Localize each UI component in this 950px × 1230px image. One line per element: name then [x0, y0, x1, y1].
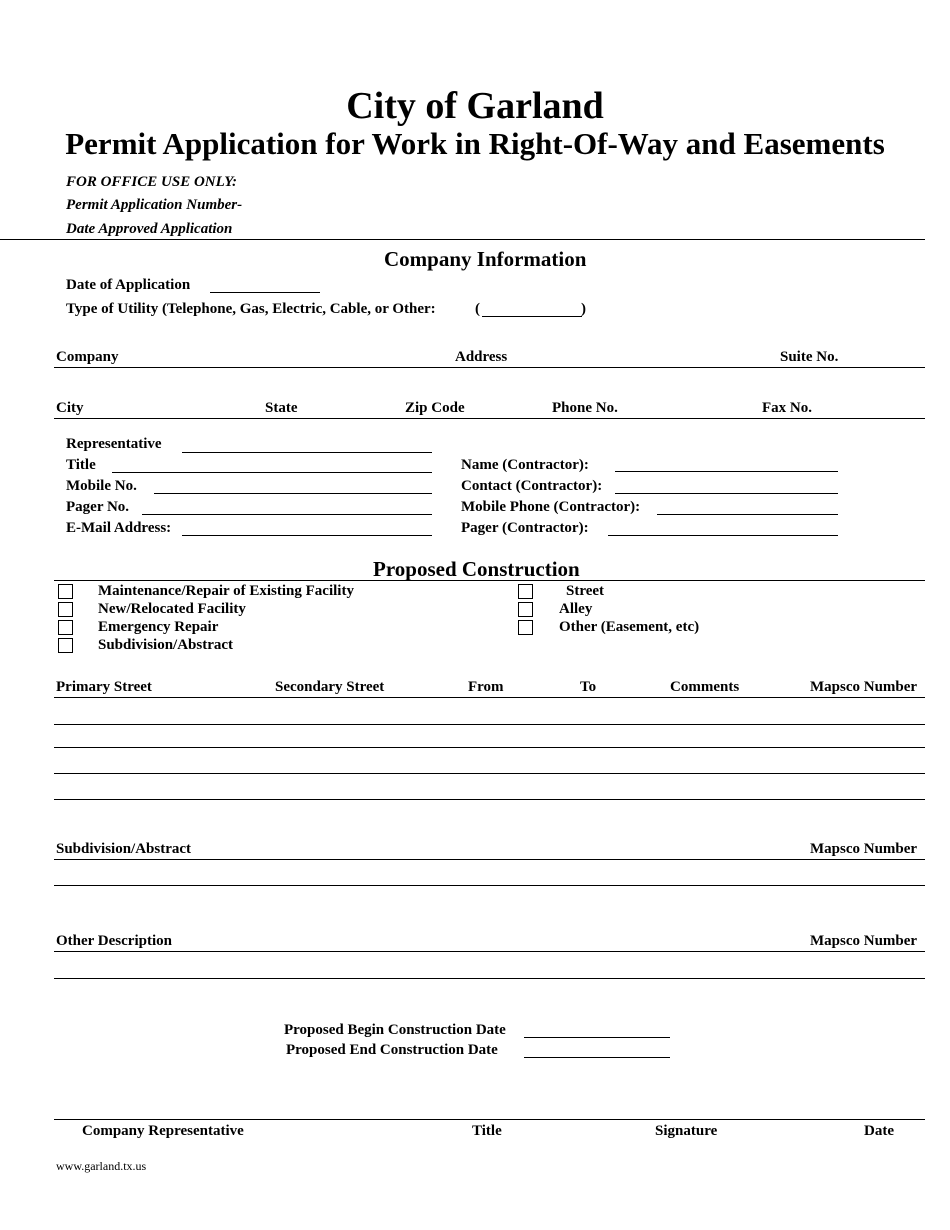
- other-description-label: Other Description: [56, 933, 172, 949]
- mobile-label: Mobile No.: [66, 478, 137, 494]
- checkbox-subdivision[interactable]: [58, 638, 73, 653]
- proposed-construction-heading: Proposed Construction: [373, 557, 580, 581]
- contractor-mobile-field[interactable]: [657, 514, 838, 515]
- contractor-name-field[interactable]: [615, 471, 838, 472]
- contractor-name-label: Name (Contractor):: [461, 457, 589, 473]
- signature-date-label: Date: [864, 1123, 894, 1139]
- date-of-application-label: Date of Application: [66, 277, 191, 293]
- contractor-pager-field[interactable]: [608, 535, 838, 536]
- mapsco-header: Mapsco Number: [810, 679, 918, 695]
- checkbox-maintenance[interactable]: [58, 584, 73, 599]
- company-row-line[interactable]: [54, 367, 925, 368]
- city-row-line[interactable]: [54, 418, 925, 419]
- page-title: City of Garland: [346, 85, 604, 127]
- street-row-line[interactable]: [54, 724, 925, 725]
- contractor-mobile-label: Mobile Phone (Contractor):: [461, 499, 641, 515]
- address-label: Address: [455, 349, 508, 365]
- contractor-contact-label: Contact (Contractor):: [461, 478, 603, 494]
- pager-label: Pager No.: [66, 499, 130, 515]
- date-of-application-field[interactable]: [210, 292, 320, 293]
- email-label: E-Mail Address:: [66, 520, 172, 536]
- to-header: To: [580, 679, 597, 695]
- zip-label: Zip Code: [405, 400, 465, 416]
- company-label: Company: [56, 349, 119, 365]
- option-alley-label: Alley: [559, 601, 593, 617]
- begin-date-field[interactable]: [524, 1037, 670, 1038]
- subdivision-mapsco-label: Mapsco Number: [810, 841, 918, 857]
- company-rep-label: Company Representative: [82, 1123, 244, 1139]
- street-header-line: [54, 697, 925, 698]
- footer-url: www.garland.tx.us: [56, 1159, 147, 1173]
- from-header: From: [468, 679, 504, 695]
- street-row-line[interactable]: [54, 773, 925, 774]
- utility-close-paren: ): [581, 301, 586, 317]
- end-date-label: Proposed End Construction Date: [286, 1042, 498, 1058]
- page-subtitle: Permit Application for Work in Right-Of-Way and Easements: [65, 126, 885, 161]
- option-maintenance-label: Maintenance/Repair of Existing Facility: [98, 583, 354, 599]
- subdivision-label: Subdivision/Abstract: [56, 841, 192, 857]
- primary-street-header: Primary Street: [56, 679, 152, 695]
- street-row-line[interactable]: [54, 799, 925, 800]
- representative-label: Representative: [66, 436, 162, 452]
- secondary-street-header: Secondary Street: [275, 679, 385, 695]
- utility-type-label: Type of Utility (Telephone, Gas, Electric, Cable, or Other:: [66, 301, 436, 317]
- option-street-label: Street: [566, 583, 605, 599]
- subdivision-row-line[interactable]: [54, 885, 925, 886]
- state-label: State: [265, 400, 298, 416]
- fax-label: Fax No.: [762, 400, 812, 416]
- comments-header: Comments: [670, 679, 740, 695]
- contractor-contact-field[interactable]: [615, 493, 838, 494]
- checkbox-other-easement[interactable]: [518, 620, 533, 635]
- signature-title-label: Title: [472, 1123, 502, 1139]
- checkbox-new-relocated[interactable]: [58, 602, 73, 617]
- checkbox-street[interactable]: [518, 584, 533, 599]
- title-field[interactable]: [112, 472, 432, 473]
- other-description-line[interactable]: [54, 951, 925, 952]
- utility-type-field[interactable]: [482, 316, 582, 317]
- representative-field[interactable]: [182, 452, 432, 453]
- mobile-field[interactable]: [154, 493, 432, 494]
- suite-label: Suite No.: [780, 349, 839, 365]
- utility-open-paren: (: [475, 301, 480, 317]
- end-date-field[interactable]: [524, 1057, 670, 1058]
- option-emergency-repair-label: Emergency Repair: [98, 619, 219, 635]
- divider: [54, 580, 925, 581]
- phone-label: Phone No.: [552, 400, 618, 416]
- subdivision-line[interactable]: [54, 859, 925, 860]
- other-description-row-line[interactable]: [54, 978, 925, 979]
- contractor-pager-label: Pager (Contractor):: [461, 520, 589, 536]
- company-info-heading: Company Information: [384, 247, 587, 271]
- checkbox-emergency-repair[interactable]: [58, 620, 73, 635]
- divider: [0, 239, 925, 240]
- checkbox-alley[interactable]: [518, 602, 533, 617]
- other-mapsco-label: Mapsco Number: [810, 933, 918, 949]
- pager-field[interactable]: [142, 514, 432, 515]
- office-use-heading: FOR OFFICE USE ONLY:: [66, 174, 238, 190]
- permit-number-label: Permit Application Number-: [66, 197, 243, 213]
- option-new-relocated-label: New/Relocated Facility: [98, 601, 246, 617]
- option-other-easement-label: Other (Easement, etc): [559, 619, 700, 635]
- title-label: Title: [66, 457, 96, 473]
- street-row-line[interactable]: [54, 747, 925, 748]
- signature-label: Signature: [655, 1123, 718, 1139]
- option-subdivision-label: Subdivision/Abstract: [98, 637, 234, 653]
- city-label: City: [56, 400, 84, 416]
- date-approved-label: Date Approved Application: [66, 221, 233, 237]
- email-field[interactable]: [182, 535, 432, 536]
- begin-date-label: Proposed Begin Construction Date: [284, 1022, 506, 1038]
- signature-line[interactable]: [54, 1119, 925, 1120]
